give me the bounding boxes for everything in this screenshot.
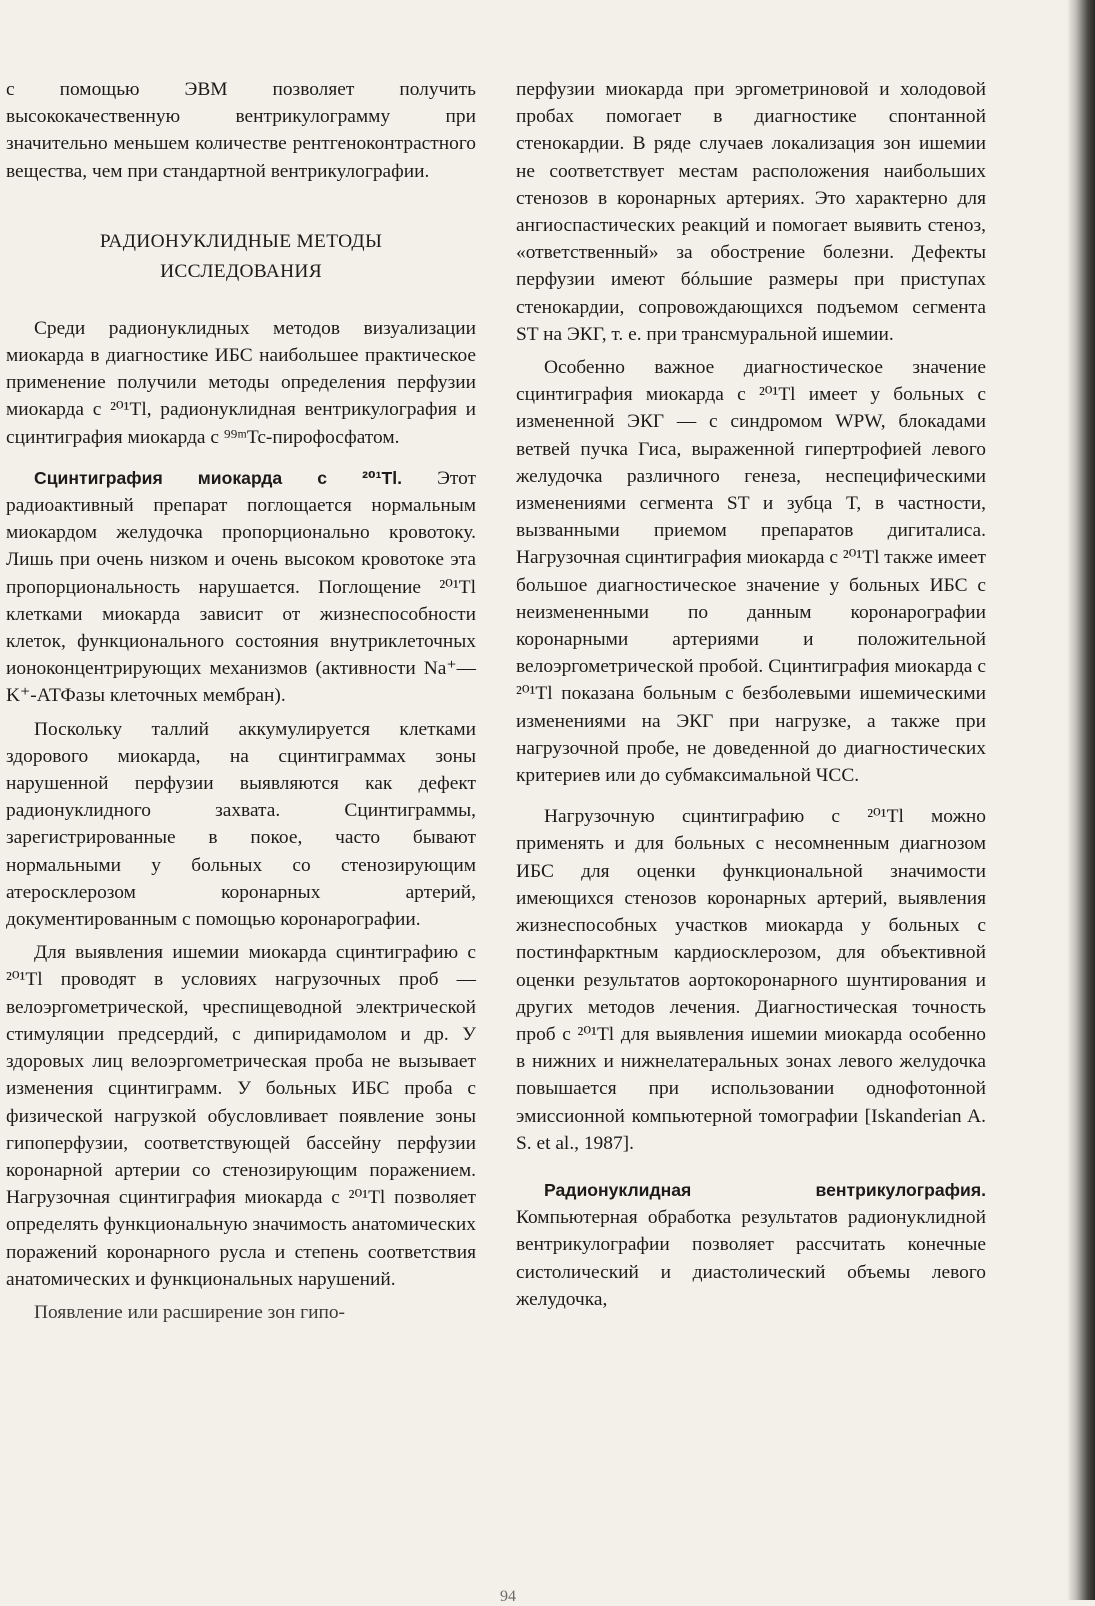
section-heading — [6, 227, 476, 287]
paragraph-ventriculography — [516, 1177, 986, 1313]
intro-paragraph: с помощью ЭВМ позволяет получить высококачественную вентрикулограмму при значительно меньшем количестве рентгеноконтрастного вещества, чем при стандартной вентрикулографии. — [6, 79, 476, 182]
page-number: 94 — [500, 1588, 516, 1605]
paragraph-methods: Среди радионуклидных методов визуализации миокарда в диагностике ИБС наибольшее практическое применение получили методы определения перфузии миокарда с ²⁰¹Tl, радионуклидная вентрикулография и сцинтиграфия миокарда с ⁹⁹ᵐTc-пирофосфатом. — [6, 317, 476, 448]
paragraph-diagnostic-value: Особенно важное диагностическое значение сцинтиграфия миокарда с ²⁰¹Tl имеет у больных с измененной ЭКГ — с синдромом WPW, блокадами ветвей пучка Гиса, выраженной гипертрофией левого желудочка различного генеза, неспецифическими изменениями сегмента ST и зубца T, в частности, вызванными приемом препаратов дигиталиса. Нагрузочная сцинтиграфия миокарда с ²⁰¹Tl также имеет большое диагностическое значение у больных ИБС с неизмененными по данным коронарографии коронарными артериями и положительной велоэргометрической пробой. Сцинтиграфия миокарда с ²⁰¹Tl показана больным с безболевыми ишемическими изменениями на ЭКГ при нагрузке, а также при нагрузочной пробе, не доведенной до диагностических критериев или до субмаксимальной ЧСС. — [516, 357, 986, 787]
runin-heading-tl: Сцинтиграфия миокарда с ²⁰¹Tl. — [34, 467, 403, 488]
paragraph-thallium: Поскольку таллий аккумулируется клетками здорового миокарда, на сцинтиграммах зоны нарушенной перфузии выявляются как дефект радионуклидного захвата. Сцинтиграммы, зарегистрированные в покое, часто бывают нормальными у больных со стенозирующим атеросклерозом коронарных артерий, документированным с помощью коронарографии. — [6, 718, 476, 931]
paragraph-tl-scintigraphy — [6, 465, 476, 710]
paragraph-ventriculography-text: Компьютерная обработка результатов радионуклидной вентрикулографии позволяет рассчитать конечные систолический и диастолический объемы левого желудочка, — [516, 1207, 986, 1310]
heading-line-1: РАДИОНУКЛИДНЫЕ МЕТОДЫ — [99, 230, 383, 252]
runin-heading-ventriculography: Радионуклидная вентрикулография. — [544, 1179, 986, 1200]
left-column — [6, 76, 476, 1326]
paragraph-load-scintigraphy: Нагрузочную сцинтиграфию с ²⁰¹Tl можно применять и для больных с несомненным диагнозом ИБС для оценки функциональной значимости имеющихся стенозов коронарных артерий, выявления жизнеспособных участков миокарда у больных с постинфарктным кардиосклерозом, для объективной оценки результатов аортокоронарного шунтирования и других методов лечения. Диагностическая точность проб с ²⁰¹Tl для выявления ишемии миокарда особенно в нижних и нижнелатеральных зонах левого желудочка повышается при использовании однофотонной эмиссионной компьютерной томографии [Iskanderian A. S. et al., 1987]. — [516, 806, 986, 1154]
paragraph-continuation: Появление или расширение зон гипо- — [34, 1301, 345, 1323]
paragraph-ischemia-tests: Для выявления ишемии миокарда сцинтиграфию с ²⁰¹Tl проводят в условиях нагрузочных проб — велоэргометрической, чреспищеводной электрической стимуляции предсердий, с дипиридамолом и др. У здоровых лиц велоэргометрическая проба не вызывает изменения сцинтиграмм. У больных ИБС проба с физической нагрузкой обусловливает появление зоны гипоперфузии, соответствующей бассейну перфузии коронарной артерии со стенозирующим поражением. Нагрузочная сцинтиграфия миокарда с ²⁰¹Tl позволяет определять функциональную значимость анатомических поражений коронарного русла и степень соответствия анатомических и функциональных нарушений. — [6, 942, 476, 1290]
right-column — [516, 76, 986, 1313]
heading-line-2: ИССЛЕДОВАНИЯ — [160, 260, 322, 282]
paragraph-perfusion: перфузии миокарда при эргометриновой и холодовой пробах помогает в диагностике спонтанной стенокардии. В ряде случаев локализация зон ишемии не соответствует местам расположения наибольших стенозов в коронарных артериях. Это характерно для ангиоспастических реакций и помогает выявить стеноз, «ответственный» за обострение болезни. Дефекты перфузии имеют бóльшие размеры при приступах стенокардии, сопровождающихся подъемом сегмента ST на ЭКГ, т. е. при трансмуральной ишемии. — [516, 79, 986, 345]
paragraph-tl-text: Этот радиоактивный препарат поглощается нормальным миокардом желудочка пропорционально кровотоку. Лишь при очень низком и очень высоком кровотоке эта пропорциональность нарушается. Поглощение ²⁰¹Tl клетками миокарда зависит от жизнеспособности клеток, функционального состояния внутриклеточных ионоконцентрирующих механизмов (активности Na⁺—K⁺-АТФазы клеточных мембран). — [6, 467, 477, 707]
page-binding-shadow — [1067, 0, 1095, 1600]
